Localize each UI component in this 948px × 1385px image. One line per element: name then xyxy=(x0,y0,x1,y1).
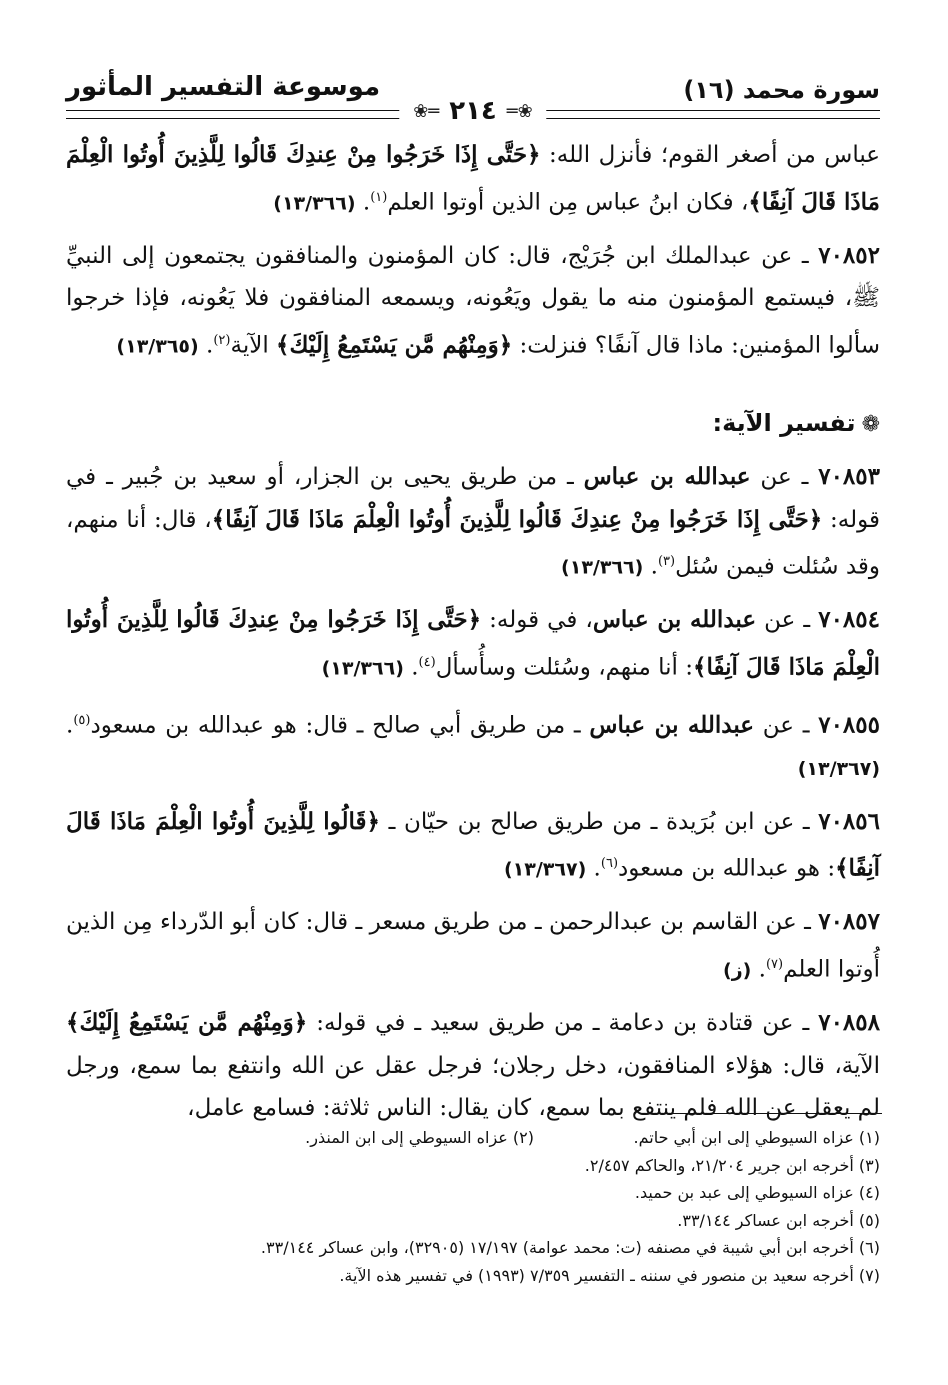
narration-number: ٧٠٨٥٣ xyxy=(818,463,880,491)
text: ـ عن ابن بُرَيدة ـ من طريق صالح بن حيّان ـ xyxy=(380,808,819,835)
quran-verse: ﴿قَالُوا لِلَّذِينَ أُوتُوا الْعِلْمَ مَاذَا قَالَ آنِفًا﴾ xyxy=(66,807,880,882)
narration-number: ٧٠٨٥٤ xyxy=(818,606,880,634)
narration-number: ٧٠٨٥٧ xyxy=(818,908,880,936)
page-number: ٢١٤ xyxy=(449,96,497,126)
volume-reference: (١٣/٣٦٦) xyxy=(273,192,356,215)
paragraph: ٧٠٨٥٧ ـ عن القاسم بن عبدالرحمن ـ من طريق مسعر ـ قال: كان أبو الدّرداء مِن الذين أُوتوا العلم$^{(٧)}$. (ز) xyxy=(66,908,880,983)
volume-reference: (ز) xyxy=(723,959,752,982)
quran-verse: ﴿وَمِنْهُم مَّن يَسْتَمِعُ إِلَيْكَ﴾ xyxy=(276,331,513,359)
text: ـ عن xyxy=(756,607,819,634)
footnote-marker: (٦) xyxy=(600,856,619,872)
paragraph: عباس من أصغر القوم؛ فأنزل الله: ﴿حَتَّى إِذَا خَرَجُوا مِنْ عِندِكَ قَالُوا لِلَّذِينَ أُوتُوا الْعِلْمَ مَاذَا قَالَ آنِفًا﴾، فكان ابنُ عباس مِن الذين أوتوا العلم$^{(١)}$. (١٣/٣٦٦) xyxy=(66,141,881,216)
footnote: (٦) أخرجه ابن أبي شيبة في مصنفه (ت: محمد عوامة) ١٧/١٩٧ (٣٢٩٠٥)، وابن عساكر ٣٣/١٤٤. xyxy=(260,1238,880,1257)
footnote-marker: (٢) xyxy=(213,332,231,348)
volume-reference: (١٣/٣٦٦) xyxy=(561,556,644,579)
footnote: (٢) عزاه السيوطي إلى ابن المنذر. xyxy=(305,1128,534,1147)
text: ـ عن xyxy=(754,712,819,739)
footnote: (١) عزاه السيوطي إلى ابن أبي حاتم. xyxy=(633,1128,880,1147)
footnote: (٣) أخرجه ابن جرير ٢١/٢٠٤، والحاكم ٢/٤٥٧. xyxy=(584,1155,880,1175)
volume-reference: (١٣/٣٦٦) xyxy=(321,657,404,680)
paragraph: ٧٠٨٥٤ ـ عن عبدالله بن عباس، في قوله: ﴿حَتَّى إِذَا خَرَجُوا مِنْ عِندِكَ قَالُوا لِلَّذِينَ أُوتُوا الْعِلْمَ مَاذَا قَالَ آنِفًا﴾: أنا منهم، وسُئلت وسأُسأل$^{(٤)}$. (١٣/٣٦٦) xyxy=(66,606,880,681)
volume-reference: (١٣/٣٦٧) xyxy=(503,858,587,881)
text: ـ عن القاسم بن عبدالرحمن ـ من طريق مسعر ـ قال: كان أبو الدّرداء مِن الذين أُوتوا العلم xyxy=(66,909,880,983)
quran-verse: ﴿حَتَّى إِذَا خَرَجُوا مِنْ عِندِكَ قَالُوا لِلَّذِينَ أُوتُوا الْعِلْمَ مَاذَا قَالَ آنِفًا﴾ xyxy=(66,606,880,681)
narration-number: ٧٠٨٥٢ xyxy=(818,241,880,269)
text: ـ من طريق أبي صالح ـ قال: هو عبدالله بن مسعود xyxy=(90,712,590,739)
footnote-marker: (٣) xyxy=(657,554,676,570)
paragraph: ٧٠٨٥٦ ـ عن ابن بُرَيدة ـ من طريق صالح بن حيّان ـ ﴿قَالُوا لِلَّذِينَ أُوتُوا الْعِلْمَ مَاذَا قَالَ آنِفًا﴾: هو عبدالله بن مسعود$^{(٦)}$. (١٣/٣٦٧) xyxy=(66,807,880,882)
text: : هو عبدالله بن مسعود xyxy=(618,855,836,882)
ornament-icon: ═❀ xyxy=(506,100,533,122)
paragraph: ٧٠٨٥٥ ـ عن عبدالله بن عباس ـ من طريق أبي صالح ـ قال: هو عبدالله بن مسعود$^{(٥)}$. (١٣/٣٦٧) xyxy=(66,711,880,781)
quran-verse: ﴿حَتَّى إِذَا خَرَجُوا مِنْ عِندِكَ قَالُوا لِلَّذِينَ أُوتُوا الْعِلْمَ مَاذَا قَالَ آنِفًا﴾ xyxy=(66,141,880,216)
paragraph: ٧٠٨٥٣ ـ عن عبدالله بن عباس ـ من طريق يحيى بن الجزار، أو سعيد بن جُبير ـ في قوله: ﴿حَتَّى إِذَا خَرَجُوا مِنْ عِندِكَ قَالُوا لِلَّذِينَ أُوتُوا الْعِلْمَ مَاذَا قَالَ آنِفًا﴾، قال: أنا منهم، وقد سُئلت فيمن سُئل$^{(٣)}$. (١٣/٣٦٦) xyxy=(66,463,880,580)
narration-number: ٧٠٨٥٦ xyxy=(818,807,880,835)
ornament-icon: ❀═ xyxy=(413,100,440,122)
volume-reference: (١٣/٣٦٥) xyxy=(116,335,199,358)
text: عباس من أصغر القوم؛ فأنزل الله: xyxy=(540,142,881,168)
footnote: (٧) أخرجه سعيد بن منصور في سننه ـ التفسير ٧/٣٥٩ (١٩٩٣) في تفسير هذه الآية. xyxy=(339,1265,880,1285)
surah-title: سورة محمد (١٦) xyxy=(683,76,880,104)
section-heading xyxy=(66,402,880,447)
text: ـ عن xyxy=(750,464,819,491)
narrator-name: عبدالله بن عباس xyxy=(589,711,755,739)
text: ، قال: أنا منهم، وقد سُئلت فيمن سُئل xyxy=(66,506,880,580)
footnotes xyxy=(66,1124,880,1289)
main-text xyxy=(66,134,880,1140)
narration-number: ٧٠٨٥٨ xyxy=(818,1009,880,1037)
text: ـ عن عبدالملك ابن جُرَيْج، قال: كان المؤمنون والمنافقون يجتمعون إلى النبيِّ ﷺ، فيستمع المؤمنون منه ما يقول ويَعُونه، ويسمعه المنافقون فلا يَعُونه، فإذا خرجوا سألوا المؤمنين: ماذا قال آنفًا؟ فنزلت: xyxy=(66,242,880,359)
section-title: تفسير الآية: xyxy=(712,408,856,437)
text: ـ من طريق يحيى بن الجزار، أو سعيد بن جُبير ـ في قوله: xyxy=(66,464,880,533)
narrator-name: عبدالله بن عباس xyxy=(583,463,751,491)
quran-verse: ﴿وَمِنْهُم مَّن يَسْتَمِعُ إِلَيْكَ﴾ xyxy=(66,1009,308,1037)
book-title: موسوعة التفسير المأثور xyxy=(66,72,381,102)
quran-verse: ﴿حَتَّى إِذَا خَرَجُوا مِنْ عِندِكَ قَالُوا لِلَّذِينَ أُوتُوا الْعِلْمَ مَاذَا قَالَ آنِفًا﴾ xyxy=(211,505,823,533)
page-number-box xyxy=(399,96,546,126)
footnote-marker: (٧) xyxy=(765,956,784,972)
flower-ornament-icon: ❁ xyxy=(861,411,880,437)
text: : أنا منهم، وسُئلت وسأُسأل xyxy=(435,654,693,681)
footnote: (٥) أخرجه ابن عساكر ٣٣/١٤٤. xyxy=(677,1210,880,1230)
footnote: (٤) عزاه السيوطي إلى عبد بن حميد. xyxy=(634,1183,880,1202)
page-header xyxy=(66,58,880,128)
footnote-marker: (٥) xyxy=(73,713,91,729)
paragraph xyxy=(66,1002,880,1130)
paragraph: ٧٠٨٥٢ ـ عن عبدالملك ابن جُرَيْج، قال: كان المؤمنون والمنافقون يجتمعون إلى النبيِّ ﷺ، فيستمع المؤمنون منه ما يقول ويَعُونه، ويسمعه المنافقون فلا يَعُونه، فإذا خرجوا سألوا المؤمنين: ماذا قال آنفًا؟ فنزلت: ﴿وَمِنْهُم مَّن يَسْتَمِعُ إِلَيْكَ﴾ الآية$^{(٢)}$. (١٣/٣٦٥) xyxy=(66,241,880,359)
text: ـ عن قتادة بن دعامة ـ من طريق سعيد ـ في قوله: xyxy=(307,1010,819,1037)
footnote-row xyxy=(66,1124,880,1152)
footnote-separator xyxy=(660,1113,882,1114)
footnote-marker: (٤) xyxy=(418,654,436,670)
footnote-marker: (١) xyxy=(370,189,388,205)
volume-reference: (١٣/٣٦٧) xyxy=(797,758,880,781)
text: الآية، قال: هؤلاء المنافقون، دخل رجلان؛ فرجل عقل عن الله وانتفع بما سمع، ورجل لم يعقل عن الله فلم ينتفع بما سمع، كان يقال: الناس ثلاثة: فسامع عامل، xyxy=(66,1052,880,1122)
text: ، فكان ابنُ عباس مِن الذين أوتوا العلم xyxy=(387,189,749,216)
narration-number: ٧٠٨٥٥ xyxy=(818,711,880,739)
text: ، في قوله: xyxy=(481,607,593,634)
narrator-name: عبدالله بن عباس xyxy=(592,606,757,634)
text: الآية xyxy=(230,332,277,359)
